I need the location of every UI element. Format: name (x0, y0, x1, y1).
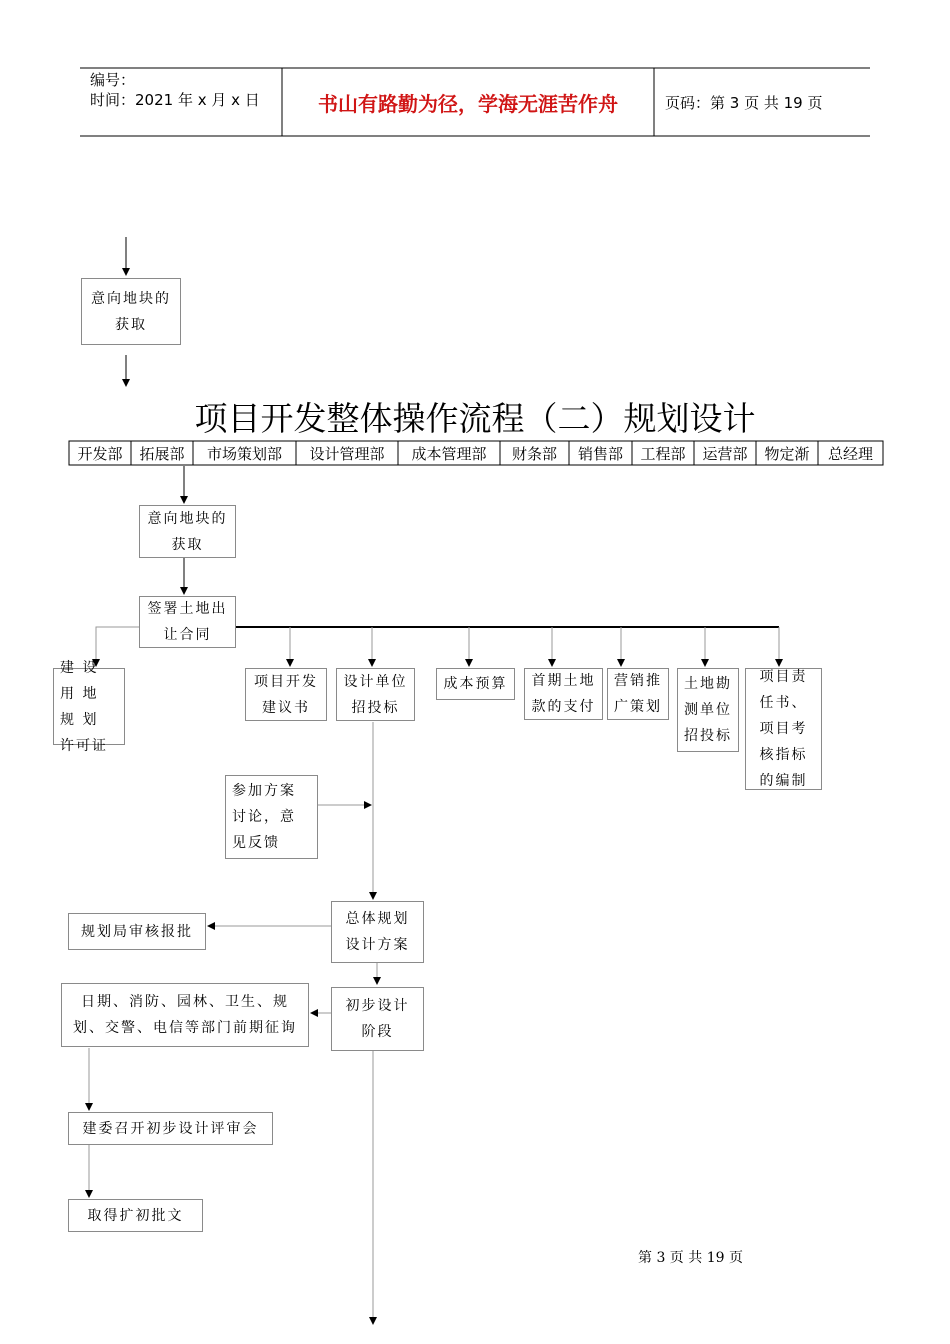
flow-box-design-bidding (336, 668, 415, 721)
flow-box-discussion (225, 775, 318, 859)
flow-box-prelim-design-text: 初步设计阶段 (345, 998, 410, 1040)
flow-box-acquire (139, 505, 236, 558)
flow-box-master-plan (331, 901, 424, 963)
flow-box-cost-budget (436, 668, 515, 700)
doc-number-label: 编号： (90, 71, 136, 89)
dept-cell-4: 设计管理部 (309, 444, 385, 463)
dept-cell-10: 物定渐 (764, 444, 810, 463)
flow-box-responsibility (745, 668, 822, 790)
header-page-label: 页码：第 3 页 共 19 页 (665, 94, 823, 112)
dept-cell-3: 市场策划部 (206, 444, 282, 463)
dept-cell-7: 销售部 (577, 444, 623, 463)
flow-box-cost-budget-text: 成本预算 (443, 676, 508, 692)
flow-box-marketing (607, 668, 669, 720)
flow-box-consultation (61, 983, 309, 1047)
flow-box-top-acquire-text: 意向地块的获取 (91, 290, 171, 333)
flow-box-master-plan-text: 总体规划设计方案 (345, 911, 410, 953)
flow-box-approval-doc-text: 取得扩初批文 (87, 1207, 184, 1224)
flow-box-review-meeting-text: 建委召开初步设计评审会 (82, 1120, 259, 1137)
doc-meta (90, 70, 260, 110)
dept-cell-11: 总经理 (827, 444, 873, 463)
page-footer: 第 3 页 共 19 页 (638, 1250, 743, 1266)
flow-box-review-approval (68, 913, 206, 950)
flow-box-acquire-text: 意向地块的获取 (147, 510, 228, 553)
flow-box-review-approval-text: 规划局审核报批 (81, 923, 193, 940)
dept-cell-1: 开发部 (77, 444, 123, 463)
flow-box-review-meeting (68, 1112, 273, 1145)
flow-box-sign-contract (139, 596, 236, 648)
dept-cell-8: 工程部 (640, 444, 686, 463)
flow-box-consultation-text: 日期、消防、园林、卫生、规划、交警、电信等部门前期征询 (73, 994, 297, 1036)
flow-box-design-bidding-text: 设计单位招投标 (343, 673, 408, 716)
flow-box-top-acquire (81, 278, 181, 345)
flow-box-survey-bidding (677, 668, 739, 752)
flow-box-planning-permit-text: 建 设 用 地 规 划 许可证 (60, 659, 108, 754)
page-title: 项目开发整体操作流程（二）规划设计 (194, 399, 756, 438)
flow-box-sign-contract-text: 签署土地出让合同 (147, 601, 228, 643)
dept-cell-6: 财条部 (511, 444, 557, 463)
header-motto: 书山有路勤为径，学海无涯苦作舟 (318, 92, 618, 116)
flow-box-marketing-text: 营销推广策划 (614, 673, 662, 715)
dept-cell-9: 运营部 (702, 444, 748, 463)
flow-box-approval-doc (68, 1199, 203, 1232)
flow-box-planning-permit (53, 659, 125, 754)
flow-box-first-payment (524, 668, 603, 720)
flow-box-discussion-text: 参加方案讨论，意见反馈 (232, 783, 296, 851)
flow-box-proposal (245, 668, 327, 721)
dept-cell-5: 成本管理部 (411, 444, 487, 463)
doc-time-label: 时间：2021 年 x 月 x 日 (90, 91, 260, 109)
flow-box-prelim-design (331, 987, 424, 1051)
flow-box-responsibility-text: 项目责任书、项目考核指标的编制 (759, 669, 808, 789)
dept-cell-2: 拓展部 (139, 444, 185, 463)
flow-box-first-payment-text: 首期土地款的支付 (531, 673, 596, 715)
flow-box-proposal-text: 项目开发建议书 (254, 673, 318, 716)
flow-box-survey-bidding-text: 土地勘测单位招投标 (684, 676, 732, 744)
